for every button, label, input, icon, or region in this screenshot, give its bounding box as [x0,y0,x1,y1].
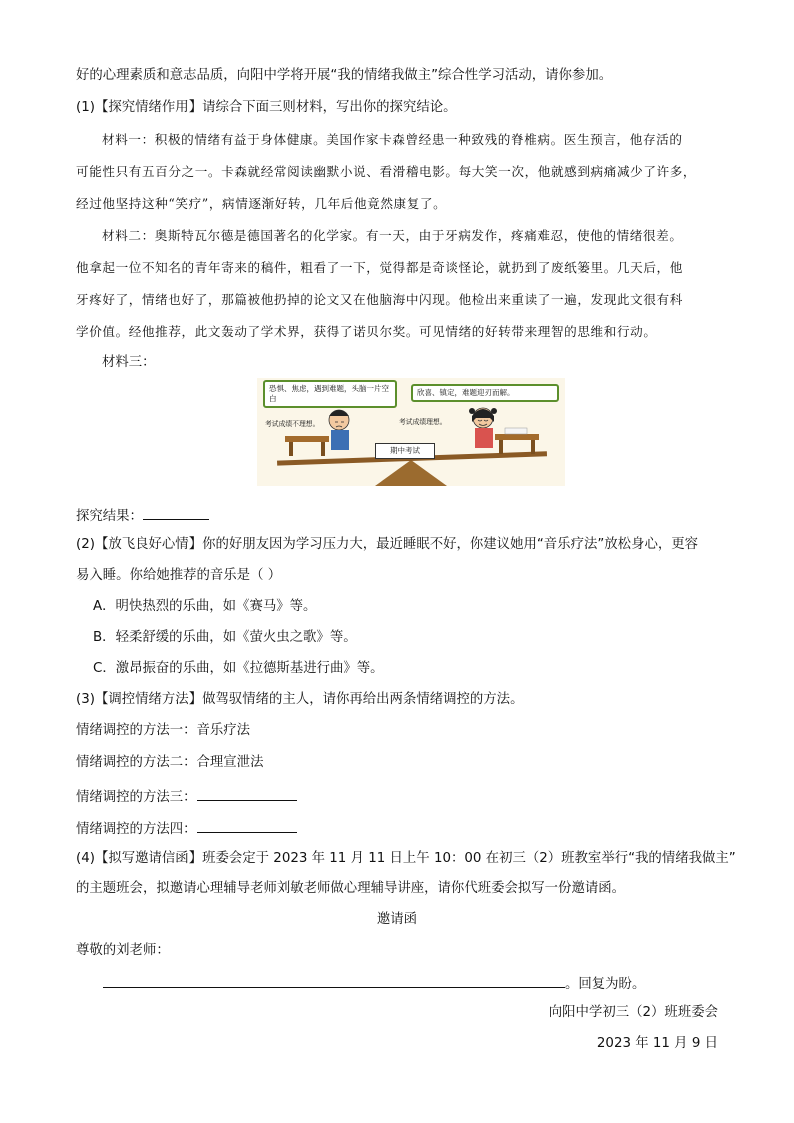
q3-method-1: 情绪调控的方法一：音乐疗法 [76,723,251,738]
q1-title: (1)【探究情绪作用】请综合下面三则材料，写出你的探究结论。 [76,100,457,115]
material-1-line-3: 经过他坚持这种“笑疗”，病情逐渐好转，几年后他竟然康复了。 [76,196,447,211]
letter-body-blank[interactable] [103,973,565,988]
letter-title: 邀请函 [376,912,418,927]
letter-salutation: 尊敬的刘老师： [76,943,170,958]
q4-title-line-1: (4)【拟写邀请信函】班委会定于 2023 年 11 月 11 日上午 10：00 在初三（2）班教室举行“我的情绪我做主” [76,851,736,866]
material-1-line-2: 可能性只有五百分之一。卡森就经常阅读幽默小说、看滑稽电影。每大笑一次，他就感到病痛减少了许多， [76,164,697,179]
left-speech-bubble: 恐惧、焦虑，遇到难题，头脑一片空白 [263,380,397,408]
midterm-exam-sign: 期中考试 [375,443,435,459]
q3-method-4-label: 情绪调控的方法四： [76,822,197,837]
q2-title-line-2: 易入睡。你给她推荐的音乐是（ ） [76,568,282,583]
result-label: 探究结果： [76,509,143,524]
q3-method-3-label: 情绪调控的方法三： [76,790,197,805]
q2-option-b[interactable]: B．轻柔舒缓的乐曲，如《萤火虫之歌》等。 [93,630,357,645]
q2-title-line-1: (2)【放飞良好心情】你的好朋友因为学习压力大，最近睡眠不好，你建议她用“音乐疗法”放松身心，更容 [76,537,699,552]
material-2-line-4: 学价值。经他推荐，此文轰动了学术界，获得了诺贝尔奖。可见情绪的好转带来理智的思维和行动。 [76,324,657,339]
material-2-line-1: 材料二：奥斯特瓦尔德是德国著名的化学家。有一天，由于牙病发作，疼痛难忍，使他的情绪很差。 [102,228,683,243]
q4-title-line-2: 的主题班会，拟邀请心理辅导老师刘敏老师做心理辅导讲座，请你代班委会拟写一份邀请函。 [76,881,626,896]
result-line [76,505,209,526]
right-speech-bubble: 欣喜、镇定，难题迎刃而解。 [411,384,559,402]
letter-closing: 。回复为盼。 [565,977,646,992]
material-2-line-2: 他拿起一位不知名的青年寄来的稿件，粗看了一下，觉得都是奇谈怪论，就扔到了废纸篓里。几天后，他 [76,260,683,275]
left-thought-text: 考试成绩不理想。 [265,420,320,428]
letter-date: 2023 年 11 月 9 日 [596,1036,718,1051]
q3-method-2: 情绪调控的方法二：合理宣泄法 [76,755,264,770]
material-1-line-1: 材料一：积极的情绪有益于身体健康。美国作家卡森曾经患一种致残的脊椎病。医生预言，他存活的 [102,132,683,147]
right-thought-text: 考试成绩理想。 [399,418,447,426]
q3-method-3-blank[interactable] [197,786,297,801]
result-blank[interactable] [143,505,209,520]
q2-option-c[interactable]: C．激昂振奋的乐曲，如《拉德斯基进行曲》等。 [93,661,384,676]
letter-signer: 向阳中学初三（2）班班委会 [548,1005,718,1020]
exam-mood-illustration [257,378,565,486]
q3-method-4-line [76,818,297,839]
q2-option-a[interactable]: A．明快热烈的乐曲，如《赛马》等。 [93,599,317,614]
letter-body-line [103,973,645,994]
q3-method-3-line [76,786,297,807]
material-2-line-3: 牙疼好了，情绪也好了，那篇被他扔掉的论文又在他脑海中闪现。他检出来重读了一遍，发现此文很有科 [76,292,683,307]
q3-title: (3)【调控情绪方法】做驾驭情绪的主人，请你再给出两条情绪调控的方法。 [76,692,524,707]
q3-method-4-blank[interactable] [197,818,297,833]
material-3-label: 材料三： [102,355,156,370]
intro-line: 好的心理素质和意志品质，向阳中学将开展“我的情绪我做主”综合性学习活动，请你参加。 [76,68,613,83]
